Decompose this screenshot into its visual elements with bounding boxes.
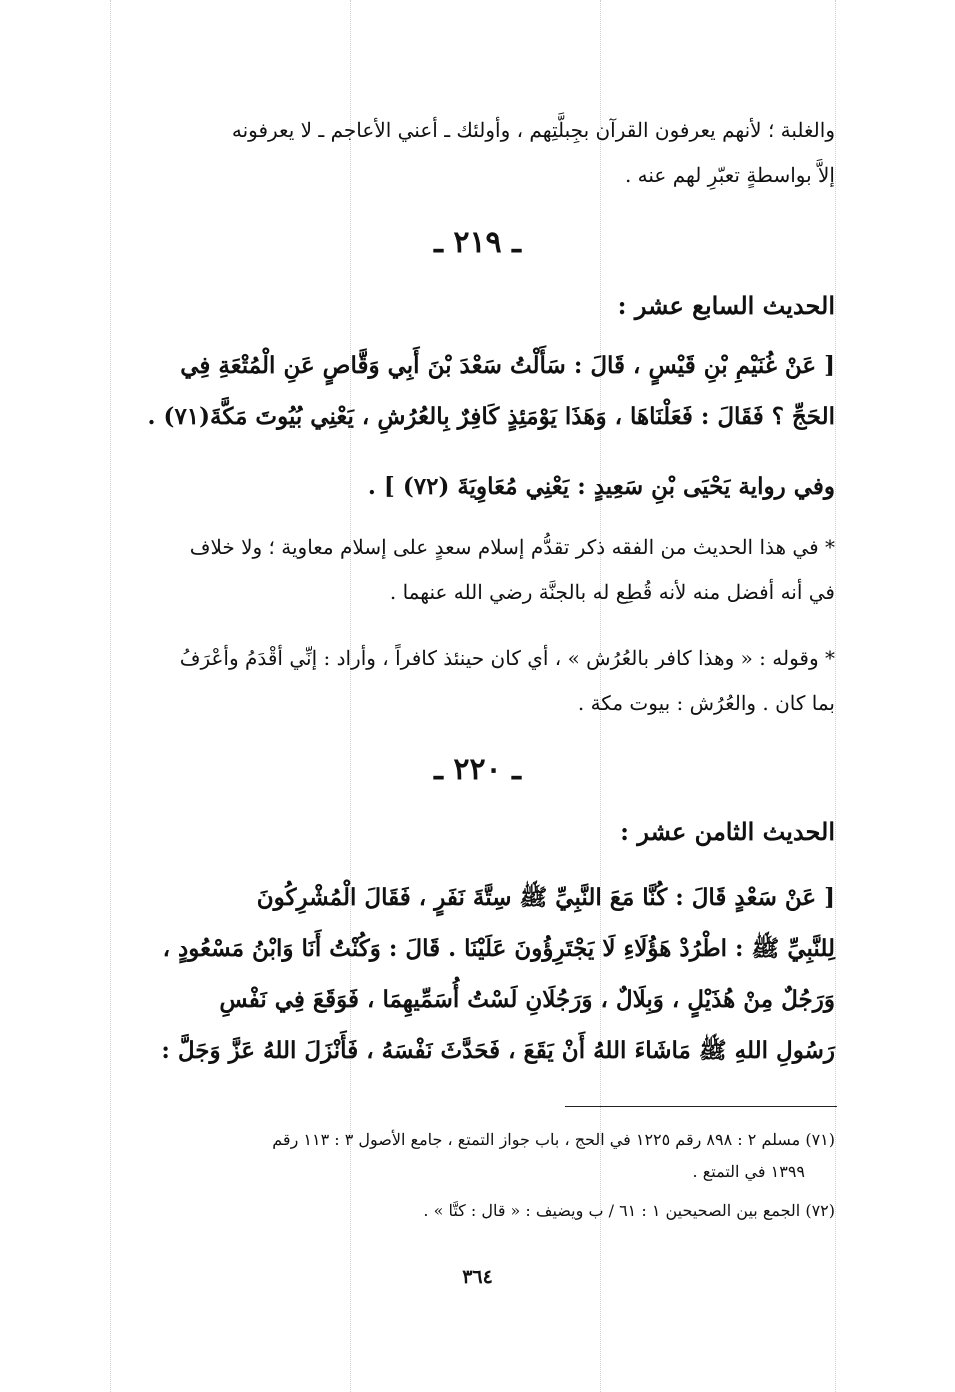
text-line: في أنه أفضل منه لأنه قُطِع له بالجنَّة رضي الله عنهما . <box>389 580 835 604</box>
hadith-text-18 <box>100 872 835 1076</box>
text-line: وَرَجُلٌ مِنْ هُذَيْلٍ ، وَبِلَالٌ ، وَرَجُلَانِ لَسْتُ أُسَمِّيهِمَا ، فَوَقَعَ فِي نَفْسِ <box>219 986 835 1013</box>
text-line: * وقوله : « وهذا كافر بالعُرُش » ، أي كان حينئذ كافراً ، وأراد : إنِّي أقْدَمُ وأعْرَفُ <box>179 646 835 670</box>
text-line: الحَجِّ ؟ فَقَالَ : فَعَلْنَاهَا ، وَهَذَا يَوْمَئِذٍ كَافِرٌ بِالعُرُشِ ، يَعْنِي بُيُوتَ مَكَّةَ(٧١) . <box>147 403 835 430</box>
footnote-72 <box>95 1195 835 1227</box>
commentary-paragraph-1 <box>100 525 835 615</box>
scan-line <box>835 0 836 1392</box>
text-line: (٧١) مسلم ٢ : ٨٩٨ رقم ١٢٢٥ في الحج ، باب جواز التمتع ، جامع الأصول ٣ : ١١٣ رقم <box>272 1130 835 1149</box>
section-heading-18: الحديث الثامن عشر : <box>620 817 835 846</box>
page-number: ٣٦٤ <box>462 1266 493 1288</box>
text-line: ١٣٩٩ في التمتع . <box>692 1162 805 1181</box>
commentary-paragraph-2 <box>100 636 835 726</box>
footnote-71 <box>95 1124 835 1188</box>
hadith-number-220: ـ ٢٢٠ ـ <box>434 752 521 787</box>
footnote-separator <box>565 1106 837 1107</box>
hadith-text-17 <box>105 340 835 442</box>
text-line: (٧٢) الجمع بين الصحيحين ١ : ٦١ / ب ويضيف : « قال : كتَّا » . <box>423 1201 835 1220</box>
text-line: إلاَّ بواسطةٍ تعبّرِ لهم عنه . <box>624 163 835 187</box>
text-line: رَسُولِ اللهِ ﷺ مَاشَاءَ اللهُ أَنْ يَقَعَ ، فَحَدَّثَ نَفْسَهُ ، فَأَنْزَلَ اللهُ عَزَّ وَجَلَّ : <box>161 1037 835 1064</box>
riwaya-line: وفي رواية يَحْيَى بْنِ سَعِيدٍ : يَعْنِي مُعَاوِيَةَ (٧٢) ] . <box>367 473 835 500</box>
hadith-number-219: ـ ٢١٩ ـ <box>434 225 521 260</box>
text-line: بما كان . والعُرُش : بيوت مكة . <box>577 691 835 715</box>
text-line: [ عَنْ غُنَيْمِ بْنِ قَيْسٍ ، قَالَ : سَأَلْتُ سَعْدَ بْنَ أَبِي وَقَّاصٍ عَنِ الْمُتْعَةِ فِي <box>180 352 835 379</box>
text-line: لِلنَّبِيِّ ﷺ : اطْرُدْ هَؤُلَاءِ لَا يَجْتَرِؤُونَ عَلَيْنَا . قَالَ : وَكُنْتُ أَنَا وَابْنُ مَسْعُودٍ ، <box>162 935 835 962</box>
section-heading-17: الحديث السابع عشر : <box>617 291 835 320</box>
intro-paragraph <box>105 108 835 198</box>
text-line: والغلبة ؛ لأنهم يعرفون القرآن بجِبلَّتِهم ، وأولئك ـ أعني الأعاجم ـ لا يعرفونه <box>231 118 835 142</box>
text-line: [ عَنْ سَعْدٍ قَالَ : كُنَّا مَعَ النَّبِيِّ ﷺ سِتَّةَ نَفَرٍ ، فَقَالَ الْمُشْرِكُونَ <box>256 884 835 911</box>
text-line: * في هذا الحديث من الفقه ذكر تقدُّم إسلام سعدٍ على إسلام معاوية ؛ ولا خلاف <box>189 535 835 559</box>
